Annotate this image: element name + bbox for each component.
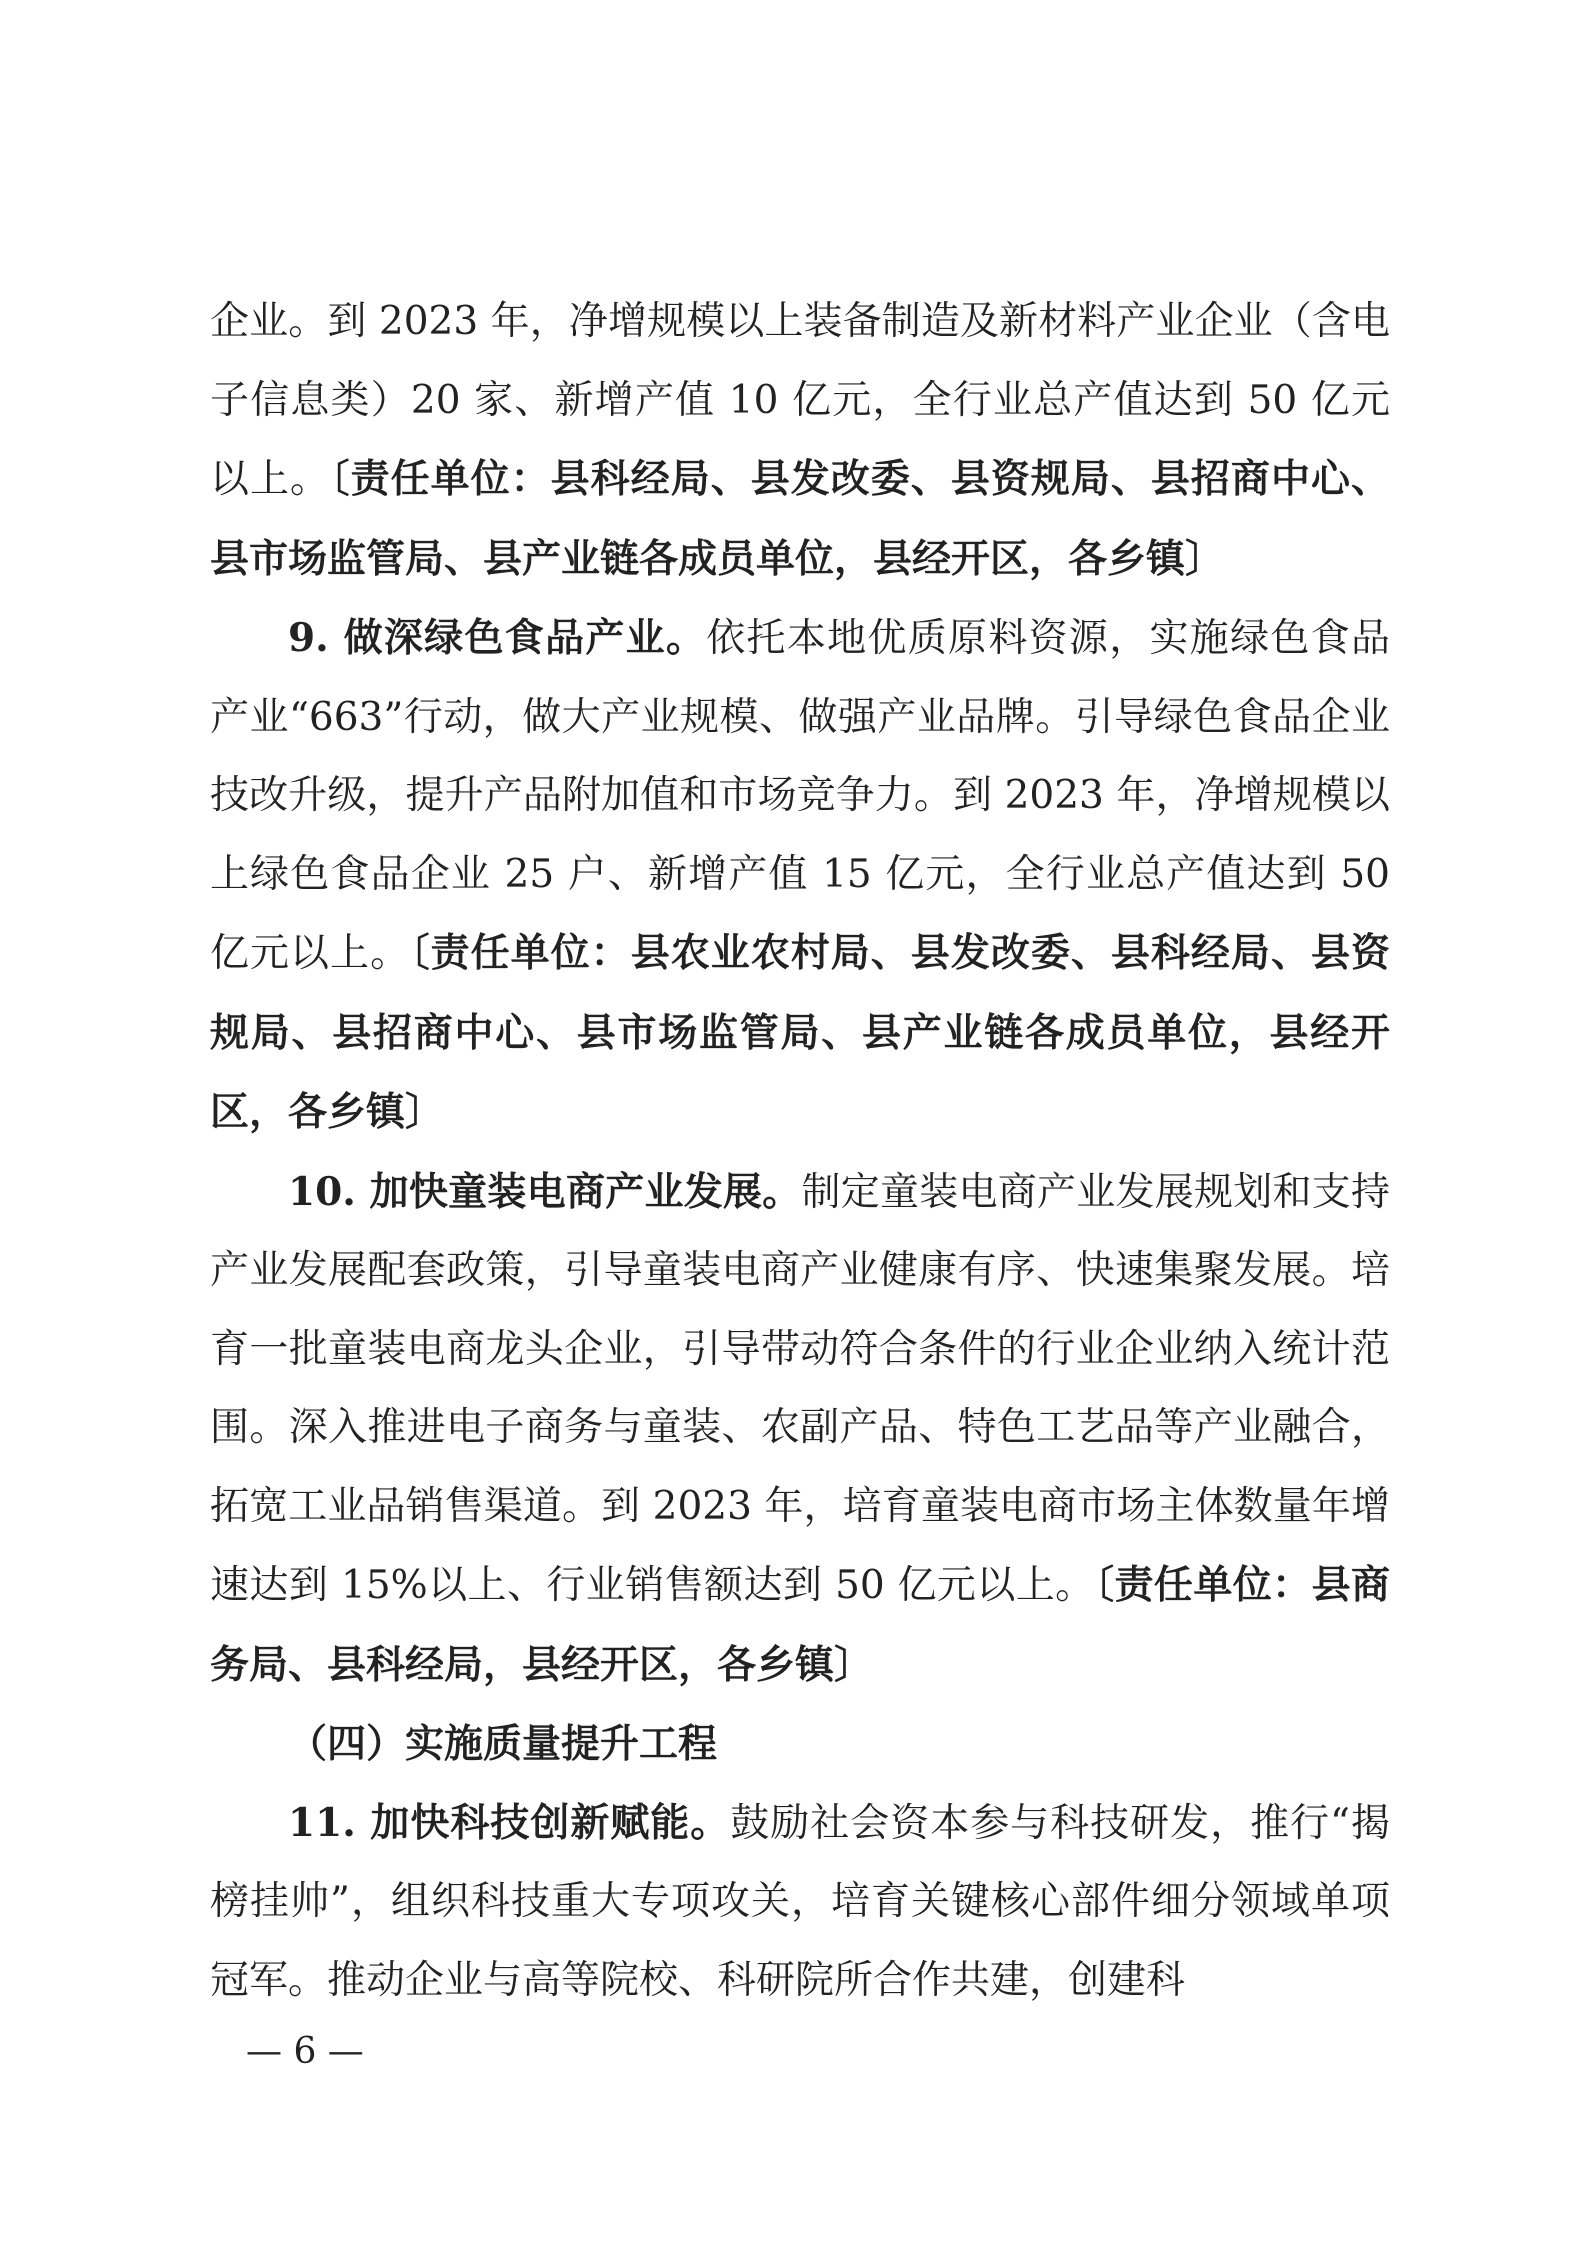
responsibility-units: 〔责任单位：县农业农村局、县发改委、县科经局、县资规局、县招商中心、县市场监管局、县产业链各成员单位，县经开区，各乡镇〕 bbox=[210, 930, 1390, 1135]
paragraph-lead: 11. 加快科技创新赋能。 bbox=[288, 1799, 731, 1846]
paragraph-body: 企业。到 2023 年，净增规模以上装备制造及新材料产业企业（含电子信息类）20 家、新增产值 10 亿元，全行业总产值达到 50 亿元以上。 bbox=[210, 299, 1390, 502]
paragraph-body: 鼓励社会资本参与科技研发，推行“揭榜挂帅”，组织科技重大专项攻关，培育关键核心部件细分领域单项冠军。推动企业与高等院校、科研院所合作共建，创建科 bbox=[210, 1800, 1390, 2003]
paragraph-lead: 10. 加快童装电商产业发展。 bbox=[288, 1168, 802, 1215]
paragraph-lead: 9. 做深绿色食品产业。 bbox=[288, 615, 707, 661]
document-body bbox=[210, 283, 1390, 2020]
paragraph-childrens-clothing-ecommerce bbox=[210, 1153, 1390, 1706]
responsibility-units: 〔责任单位：县商务局、县科经局，县经开区，各乡镇〕 bbox=[210, 1562, 1390, 1688]
responsibility-units: 〔责任单位：县科经局、县发改委、县资规局、县招商中心、县市场监管局、县产业链各成员单位，县经开区，各乡镇〕 bbox=[210, 456, 1390, 582]
paragraph-body: 制定童装电商产业发展规划和支持产业发展配套政策，引导童装电商产业健康有序、快速集聚发展。培育一批童装电商龙头企业，引导带动符合条件的行业企业纳入统计范围。深入推进电子商务与童装、农副产品、特色工艺品等产业融合，拓宽工业品销售渠道。到 2023 年，培育童装电商市场主体数量年增速达到 15%以上、行业销售额达到 50 亿元以上。 bbox=[210, 1169, 1390, 1608]
paragraph-green-food bbox=[210, 599, 1390, 1153]
page-number: — 6 — bbox=[246, 2031, 364, 2072]
paragraph-tech-innovation bbox=[210, 1784, 1390, 2021]
section-heading-quality-improvement: （四）实施质量提升工程 bbox=[288, 1721, 718, 1767]
paragraph-body: 依托本地优质原料资源，实施绿色食品产业“663”行动，做大产业规模、做强产业品牌。引导绿色食品企业技改升级，提升产品附加值和市场竞争力。到 2023 年，净增规模以上绿色食品企业 25 户、新增产值 15 亿元，全行业总产值达到 50 亿元以上。 bbox=[210, 616, 1390, 976]
paragraph-equipment-manufacturing bbox=[210, 283, 1390, 599]
